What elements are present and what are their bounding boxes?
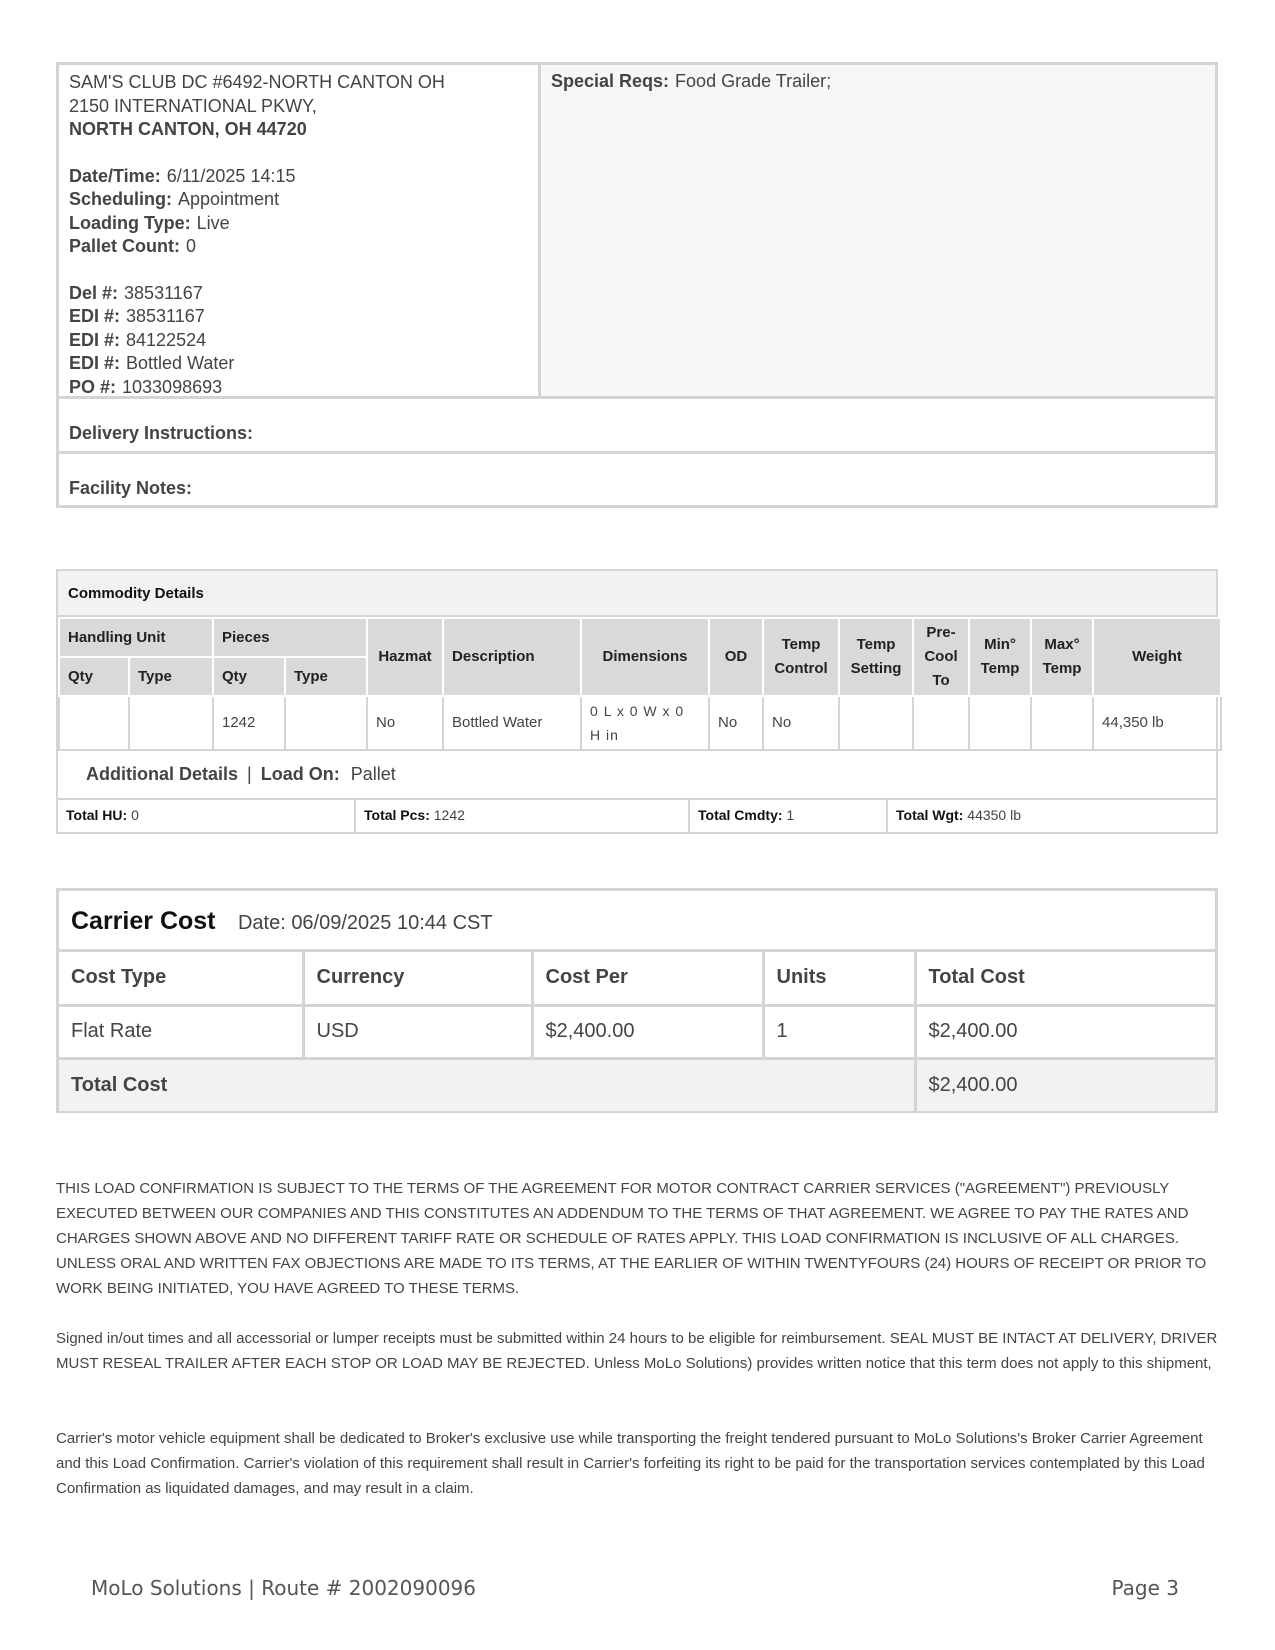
special-reqs-value: Food Grade Trailer; [675, 71, 832, 91]
header-max-temp: Max° Temp [1031, 618, 1093, 696]
facility-city: NORTH CANTON, OH 44720 [69, 119, 307, 139]
cell-hu-type [129, 696, 213, 750]
cell-description: Bottled Water [443, 696, 581, 750]
facility-street: 2150 INTERNATIONAL PKWY, [69, 95, 317, 116]
header-hu-type: Type [129, 657, 213, 696]
terms-paragraph-3: Carrier's motor vehicle equipment shall be dedicated to Broker's exclusive use while transporting the freight tendered pursuant to MoLo Solutions's Broker Carrier Agreement and this Load Confirmation. Carrier's violation of this requirement shall result in Carrier's forfeiting its right to be paid for the transportation services contemplated by this Load Confirmation as liquidated damages, and may result in a claim. [56, 1430, 1205, 1497]
carrier-cost-date: Date: 06/09/2025 10:44 CST [237, 912, 493, 934]
header-units: Units [763, 952, 915, 1005]
cell-weight: 44,350 lb [1093, 696, 1221, 750]
special-reqs-label: Special Reqs: [551, 71, 670, 91]
cell-hu-qty [59, 696, 129, 750]
header-pcs-type: Type [285, 657, 367, 696]
header-temp-control: Temp Control [763, 618, 839, 696]
cell-precool [913, 696, 969, 750]
header-total-cost: Total Cost [915, 952, 1215, 1005]
cell-units: 1 [763, 1005, 915, 1058]
field-loading-type: Loading Type: Live [69, 212, 230, 233]
additional-details-label: Additional Details [86, 764, 239, 784]
facility-notes: Facility Notes: [69, 478, 193, 498]
cell-temp-setting [839, 696, 913, 750]
header-pieces: Pieces [213, 618, 367, 657]
commodity-details [56, 569, 1218, 834]
header-od: OD [709, 618, 763, 696]
header-pcs-qty: Qty [213, 657, 285, 696]
load-on-label: Load On: [260, 764, 340, 784]
cell-max-temp [1031, 696, 1093, 750]
commodity-title: Commodity Details [58, 571, 1216, 617]
additional-details [58, 748, 1216, 800]
load-on-value: Pallet [350, 764, 396, 784]
table-row [59, 1005, 1215, 1058]
ref-del: Del #: 38531167 [69, 282, 203, 303]
terms-paragraph-2: Signed in/out times and all accessorial or lumper receipts must be submitted within 24 hours to be eligible for reimbursement. SEAL MUST BE INTACT AT DELIVERY, DRIVER MUST RESEAL TRAILER AFTER EACH STOP OR LOAD MAY BE REJECTED. Unless MoLo Solutions) provides written notice that this term does not apply to this shipment, [56, 1330, 1218, 1372]
field-pallet-count: Pallet Count: 0 [69, 236, 197, 256]
header-temp-setting: Temp Setting [839, 618, 913, 696]
cell-currency: USD [303, 1005, 532, 1058]
carrier-cost [56, 888, 1218, 1113]
header-cost-type: Cost Type [59, 952, 303, 1005]
facility-name: SAM'S CLUB DC #6492-NORTH CANTON OH [69, 72, 445, 92]
header-weight: Weight [1093, 618, 1221, 696]
header-currency: Currency [303, 952, 532, 1005]
header-dimensions: Dimensions [581, 618, 709, 696]
field-datetime: Date/Time: 6/11/2025 14:15 [69, 165, 296, 186]
total-cmdty: Total Cmdty: 1 [690, 800, 888, 832]
carrier-cost-header [59, 891, 1215, 952]
cell-total-cost: $2,400.00 [915, 1005, 1215, 1058]
cell-min-temp [969, 696, 1031, 750]
delivery-instructions: Delivery Instructions: [59, 399, 1215, 454]
header-hazmat: Hazmat [367, 618, 443, 696]
total-cost-value: $2,400.00 [915, 1058, 1215, 1111]
table-row [59, 696, 1221, 750]
header-hu-qty: Qty [59, 657, 129, 696]
commodity-table [58, 617, 1222, 751]
ref-edi-3: EDI #: Bottled Water [69, 353, 235, 373]
field-scheduling: Scheduling: Appointment [69, 189, 280, 209]
cell-cost-type: Flat Rate [59, 1005, 303, 1058]
header-description: Description [443, 618, 581, 696]
cell-cost-per: $2,400.00 [532, 1005, 763, 1058]
cell-hazmat: No [367, 696, 443, 750]
cell-pcs-qty: 1242 [213, 696, 285, 750]
separator: | [247, 764, 252, 784]
ref-edi-2: EDI #: 84122524 [69, 329, 207, 350]
terms-paragraph-1: THIS LOAD CONFIRMATION IS SUBJECT TO THE TERMS OF THE AGREEMENT FOR MOTOR CONTRACT CARRIER SERVICES ("AGREEMENT") PREVIOUSLY EXECUTED BETWEEN OUR COMPANIES AND THIS CONSTITUTES AN ADDENDUM TO THE TERMS OF THAT AGREEMENT. WE AGREE TO PAY THE RATES AND CHARGES SHOWN ABOVE AND NO DIFFERENT TARIFF RATE OR SCHEDULE OF RATES APPLY. THIS LOAD CONFIRMATION IS INCLUSIVE OF ALL CHARGES. UNLESS ORAL AND WRITTEN FAX OBJECTIONS ARE MADE TO ITS TERMS, AT THE EARLIER OF WITHIN TWENTYFOURS (24) HOURS OF RECEIPT OR PRIOR TO WORK BEING INITIATED, YOU HAVE AGREED TO THESE TERMS. [56, 1180, 1207, 1297]
total-hu: Total HU: 0 [58, 800, 356, 832]
footer-route: MoLo Solutions | Route # 2002090096 [91, 1576, 476, 1600]
total-cost-row [59, 1058, 1215, 1111]
carrier-cost-table [59, 952, 1215, 1111]
total-pcs: Total Pcs: 1242 [356, 800, 690, 832]
total-cost-label: Total Cost [59, 1058, 915, 1111]
commodity-totals [58, 800, 1216, 832]
cell-pcs-type [285, 696, 367, 750]
cell-temp-control: No [763, 696, 839, 750]
footer-page-number: Page 3 [1111, 1576, 1179, 1600]
cell-dimensions: 0 L x 0 W x 0 H in [581, 696, 709, 750]
ref-edi-1: EDI #: 38531167 [69, 306, 205, 326]
special-reqs-panel [541, 65, 1215, 399]
header-min-temp: Min° Temp [969, 618, 1031, 696]
header-cost-per: Cost Per [532, 952, 763, 1005]
cell-od: No [709, 696, 763, 750]
header-handling-unit: Handling Unit [59, 618, 213, 657]
total-wgt: Total Wgt: 44350 lb [896, 807, 1021, 823]
carrier-cost-title: Carrier Cost [71, 907, 216, 935]
header-precool: Pre- Cool To [913, 618, 969, 696]
ref-po: PO #: 1033098693 [69, 376, 223, 397]
stop-details-block [56, 62, 1218, 508]
stop-address-panel [59, 65, 541, 399]
